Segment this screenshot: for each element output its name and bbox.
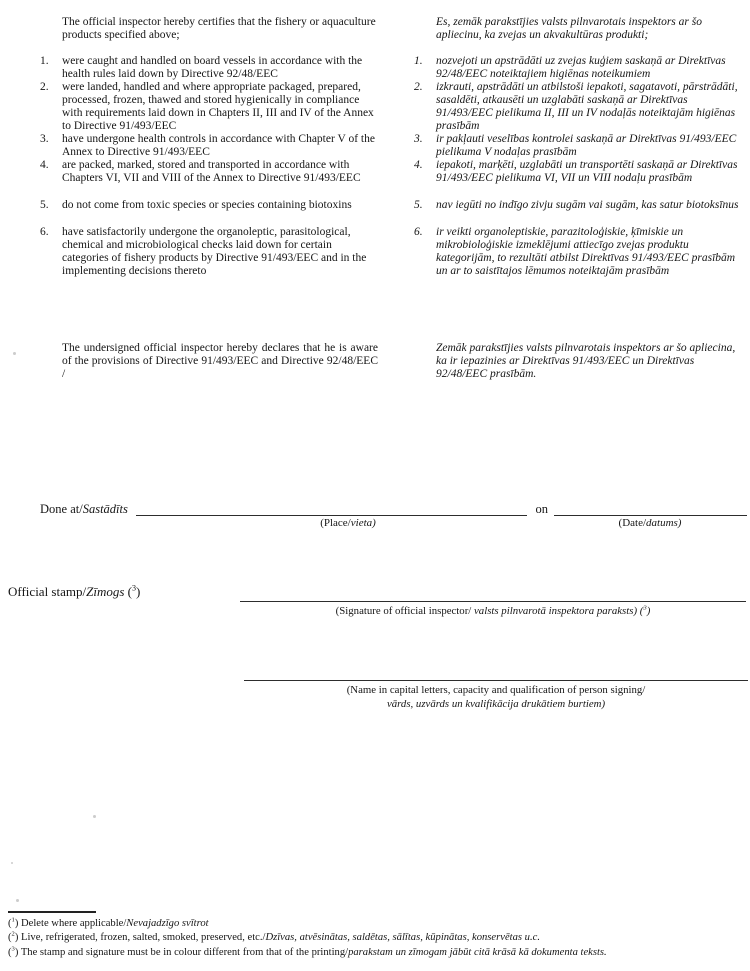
item-text-lv: ir veikti organoleptiskie, parazitoloģiskie, ķīmiskie un mikrobioloģiskie izmeklējumi attiecīgo zvejas produktu kategorijām, to rezultāti atbilst Direktīvas 91/493/EEC prasībām un ar to saistītajos lēmumos noteiktajām prasībām: [436, 226, 736, 277]
footnote-ref: ($^3$): [8, 945, 21, 958]
footnote-rule: [8, 911, 96, 913]
certification-intro-lv: Es, zemāk parakstījies valsts pilnvarotais inspektors ar šo apliecinu, ka zvejas un akvakultūras produkti;: [436, 16, 702, 41]
item-number: 2.: [40, 81, 49, 93]
item-number: 4.: [40, 159, 49, 171]
cert-item-5-en: [40, 199, 378, 212]
item-text-en: have undergone health controls in accordance with Chapter V of the Annex to Directive 91/493/EEC: [62, 133, 375, 158]
item-text-en: are packed, marked, stored and transported in accordance with Chapters VI, VII and VIII of the Annex to Directive 91/493/EEC: [62, 159, 361, 184]
item-number: 1.: [414, 55, 423, 67]
item-number: 6.: [414, 226, 423, 238]
name-caption-en: (Name in capital letters, capacity and qualification of person signing/: [346, 684, 646, 696]
name-fill-line[interactable]: [244, 680, 748, 681]
item-text-lv: izkrauti, apstrādāti un atbilstoši iepakoti, sagatavoti, pārstrādāti, sasaldēti, atkausēti un uzglabāti saskaņā ar Direktīvas 91/493/EEC pielikuma II, III un IV nodaļās noteiktajām higiēnas prasībām: [436, 81, 738, 132]
item-text-en: were landed, handled and where appropriate packaged, prepared, processed, frozen, thawed and stored hygienically in compliance with requirements laid down in Chapters II, III and IV of the Annex to Directive 91/493/EEC: [62, 81, 374, 132]
footnote-ref: ($^2$): [8, 930, 21, 944]
declaration-column-english: [40, 342, 378, 381]
declaration-column-latvian: [414, 342, 746, 381]
certification-column-latvian: [414, 16, 746, 278]
certification-column-english: [40, 16, 378, 278]
cert-item-2-en: [40, 81, 378, 133]
scan-speck: [93, 815, 96, 818]
signature-fill-line[interactable]: [240, 601, 746, 602]
item-number: 1.: [40, 55, 49, 67]
footnotes-section: [8, 911, 748, 960]
stamp-footnote-ref: ($^3$): [124, 583, 141, 599]
item-number: 5.: [40, 199, 49, 211]
done-at-label: [40, 502, 136, 517]
date-caption: (Date/datums): [618, 517, 682, 529]
scan-speck: [16, 899, 19, 902]
item-number: 5.: [414, 199, 423, 211]
item-number: 4.: [414, 159, 423, 171]
item-text-lv: iepakoti, marķēti, uzglabāti un transportēti saskaņā ar Direktīvas 91/493/EEC pielikuma VI, VII un VIII nodaļu prasībām: [436, 159, 738, 184]
item-text-lv: ir pakļauti veselības kontrolei saskaņā ar Direktīvas 91/493/EEC pielikuma V nodaļas prasībām: [436, 133, 737, 158]
signature-footnote-ref: ($^3$): [639, 604, 651, 617]
cert-item-4-lv: [414, 159, 746, 185]
signature-caption: (Signature of official inspector/ valsts pilnvarotā inspektora paraksts) ($^3$): [335, 604, 651, 617]
certification-section: [40, 16, 748, 278]
item-number: 3.: [40, 133, 49, 145]
scan-speck: [11, 862, 13, 864]
declaration-section: [40, 342, 748, 381]
cert-item-3-en: [40, 133, 378, 159]
declaration-en: The undersigned official inspector hereby declares that he is aware of the provisions of Directive 91/493/EEC and Directive 92/48/EEC /: [62, 342, 378, 380]
done-at-label-en: Done at/: [40, 502, 83, 516]
item-text-en: have satisfactorily undergone the organoleptic, parasitological, chemical and microbiological checks laid down for certain categories of fishery products by Directive 91/493/EEC and in the implementing decisions thereto: [62, 226, 367, 277]
name-caption-lv: vārds, uzvārds un kvalifikācija drukātiem burtiem): [386, 697, 606, 710]
cert-item-6-en: [40, 226, 378, 278]
done-at-line: [40, 499, 747, 517]
item-text-lv: nav iegūti no indīgo zivju sugām vai sugām, kas satur biotoksīnus: [436, 199, 739, 211]
scan-speck: [13, 352, 16, 355]
footnote-2: ($^2$) Live, refrigerated, frozen, salted, smoked, preserved, etc./Dzīvas, atvēsinātas, saldētas, sālītas, kūpinātas, konservētas u.c.: [8, 930, 540, 944]
cert-item-6-lv: [414, 226, 746, 278]
cert-item-1-lv: [414, 55, 746, 81]
cert-item-1-en: [40, 55, 378, 81]
place-fill-line[interactable]: [136, 515, 527, 516]
place-caption: (Place/vieta): [320, 517, 376, 529]
cert-item-3-lv: [414, 133, 746, 159]
item-number: 3.: [414, 133, 423, 145]
item-text-en: do not come from toxic species or species containing biotoxins: [62, 199, 352, 211]
date-fill-line[interactable]: [554, 515, 747, 516]
footnote-1: ($^1$) Delete where applicable/Nevajadzīgo svītrot: [8, 916, 209, 929]
cert-item-2-lv: [414, 81, 746, 133]
cert-item-5-lv: [414, 199, 746, 212]
item-text-en: were caught and handled on board vessels in accordance with the health rules laid down by Directive 92/48/EEC: [62, 55, 363, 80]
done-at-label-lv: Sastādīts: [82, 502, 128, 516]
official-stamp-label: Official stamp/Zīmogs ($^3$): [8, 583, 141, 599]
on-label: on: [535, 502, 548, 516]
cert-item-4-en: [40, 159, 378, 185]
done-at-captions: [40, 517, 747, 533]
name-caption: [244, 684, 748, 711]
certification-intro-en: The official inspector hereby certifies that the fishery or aquaculture products specified above;: [62, 16, 376, 41]
item-number: 6.: [40, 226, 49, 238]
done-at-row: [40, 499, 747, 533]
item-text-lv: nozvejoti un apstrādāti uz zvejas kuģiem saskaņā ar Direktīvas 92/48/EEC noteiktajiem higiēnas noteikumiem: [436, 55, 726, 80]
footnote-ref: ($^1$): [8, 916, 21, 929]
footnote-3: ($^3$) The stamp and signature must be in colour different from that of the printing/parakstam un zīmogam jābūt citā krāsā kā dokumenta teksts.: [8, 945, 607, 958]
declaration-lv: Zemāk parakstījies valsts pilnvarotais inspektors ar šo apliecina, ka ir iepazinies ar Direktīvas 91/493/EEC un Direktīvas 92/48/EEC prasībām.: [436, 342, 736, 380]
item-number: 2.: [414, 81, 423, 93]
